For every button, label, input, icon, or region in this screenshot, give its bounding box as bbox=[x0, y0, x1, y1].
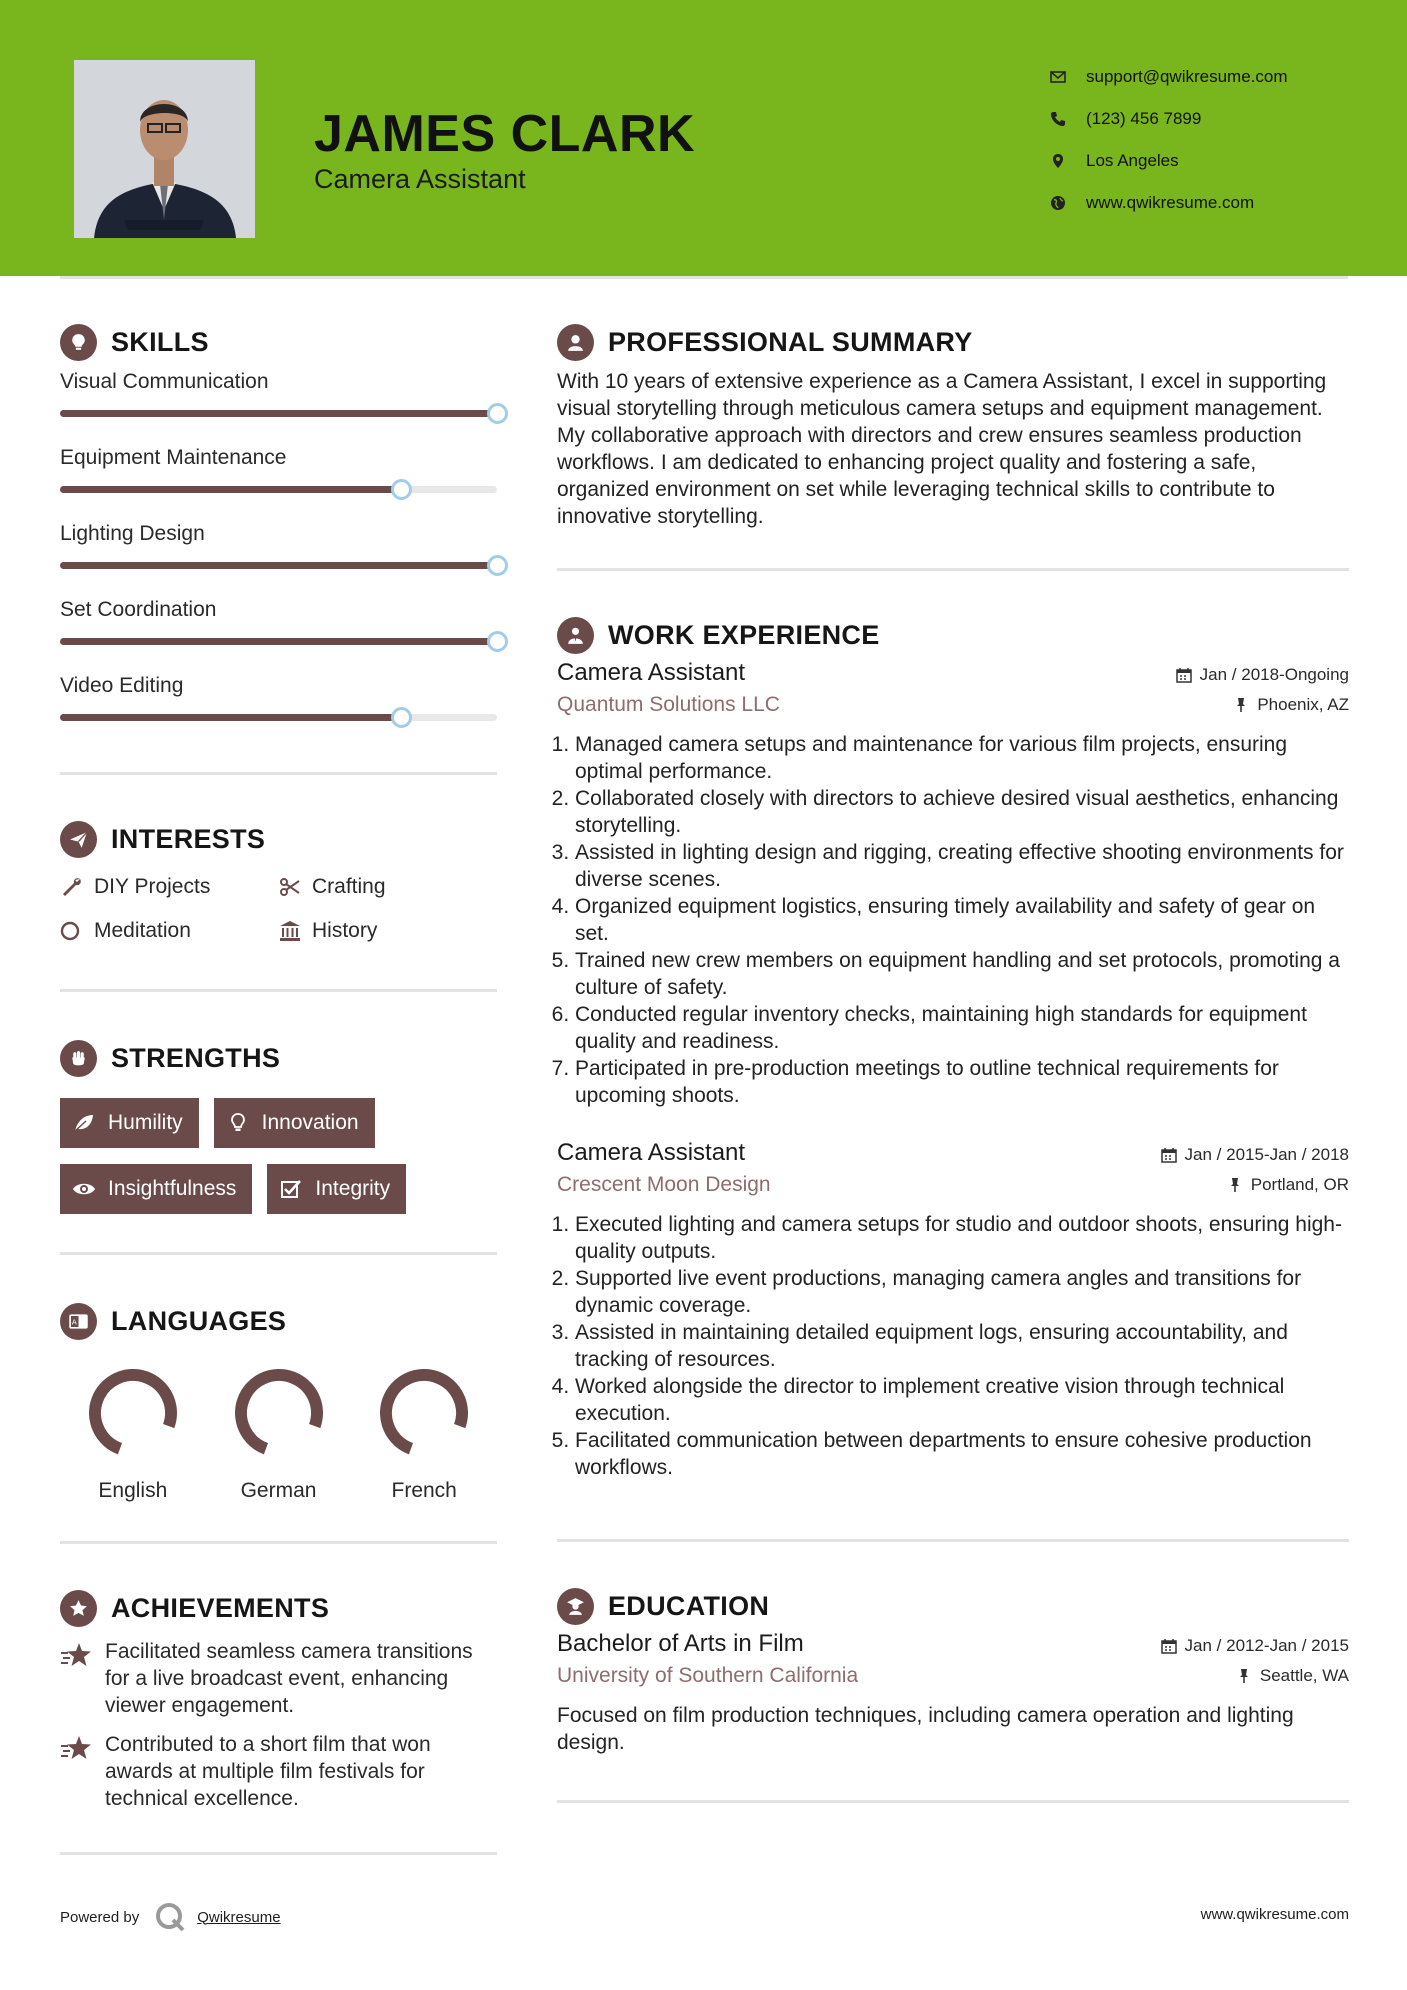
fist-icon bbox=[60, 1040, 97, 1077]
languages-heading bbox=[60, 1297, 497, 1345]
check-square-icon bbox=[279, 1177, 303, 1201]
lightbulb-icon bbox=[60, 324, 97, 361]
skill-bar bbox=[60, 714, 497, 721]
contact-email[interactable] bbox=[1050, 56, 1288, 98]
section-divider bbox=[557, 568, 1349, 571]
star-badge-icon bbox=[60, 1590, 97, 1627]
phone-icon bbox=[1050, 111, 1086, 127]
interest-label: Meditation bbox=[94, 919, 191, 942]
user-icon bbox=[557, 324, 594, 361]
skill-item bbox=[60, 670, 497, 746]
education-description: Focused on film production techniques, including camera operation and lighting design. bbox=[557, 1704, 1294, 1754]
language-label: French bbox=[391, 1479, 457, 1502]
degree-title: Bachelor of Arts in Film bbox=[557, 1630, 804, 1657]
skill-bar-knob bbox=[487, 555, 508, 576]
language-gauge bbox=[374, 1363, 474, 1463]
strength-tag bbox=[60, 1164, 252, 1214]
calendar-icon bbox=[1176, 667, 1192, 683]
strengths-list bbox=[60, 1098, 497, 1214]
star-icon bbox=[60, 1731, 105, 1812]
skill-item bbox=[60, 594, 497, 670]
duty-item: 4. Worked alongside the director to implement creative vision through technical execution. bbox=[575, 1373, 1349, 1427]
duty-item: 2. Collaborated closely with directors to achieve desired visual aesthetics, enhancing storytelling. bbox=[575, 785, 1349, 839]
skill-bar-fill bbox=[60, 486, 401, 493]
company-name: Crescent Moon Design bbox=[557, 1173, 771, 1196]
achievement-item bbox=[60, 1731, 497, 1812]
duty-item: 7. Participated in pre-production meetings to outline technical requirements for upcoming shoots. bbox=[575, 1055, 1349, 1109]
education-title: EDUCATION bbox=[608, 1590, 770, 1621]
duty-item: 4. Organized equipment logistics, ensuring timely availability and safety of gear on set. bbox=[575, 893, 1349, 947]
qwikresume-logo-icon bbox=[153, 1900, 187, 1934]
skill-bar-knob bbox=[487, 631, 508, 652]
job-duties bbox=[557, 731, 1349, 1109]
achievement-item bbox=[60, 1638, 497, 1719]
lightbulb-icon bbox=[226, 1111, 250, 1135]
duty-item: 6. Conducted regular inventory checks, maintaining high standards for equipment quality and readiness. bbox=[575, 1001, 1349, 1055]
job-entry bbox=[557, 1139, 1349, 1481]
calendar-icon bbox=[1161, 1147, 1177, 1163]
strength-label: Integrity bbox=[315, 1177, 391, 1200]
experience-title: WORK EXPERIENCE bbox=[608, 619, 880, 650]
skill-bar-knob bbox=[487, 403, 508, 424]
achievement-text: Contributed to a short film that won awards at multiple film festivals for technical excellence. bbox=[105, 1733, 431, 1810]
language-gauge-arc bbox=[386, 1375, 462, 1449]
job-location-text: Portland, OR bbox=[1250, 1175, 1349, 1194]
job-duties bbox=[557, 1211, 1349, 1481]
language-label: English bbox=[98, 1479, 168, 1502]
language-gauge-arc bbox=[241, 1375, 317, 1449]
candidate-role: Camera Assistant bbox=[314, 164, 526, 194]
duty-item: 5. Facilitated communication between departments to ensure cohesive production workflows. bbox=[575, 1427, 1349, 1481]
language-item bbox=[206, 1363, 352, 1503]
achievement-text: Facilitated seamless camera transitions for a live broadcast event, enhancing viewer engagement. bbox=[105, 1640, 473, 1717]
skill-bar bbox=[60, 638, 497, 645]
job-title: Camera Assistant bbox=[557, 1139, 746, 1166]
section-divider bbox=[60, 1252, 497, 1255]
duty-item: 1. Managed camera setups and maintenance for various film projects, ensuring optimal performance. bbox=[575, 731, 1349, 785]
pin-icon bbox=[1236, 1668, 1252, 1684]
skill-label: Set Coordination bbox=[60, 598, 217, 621]
contact-website[interactable] bbox=[1050, 182, 1288, 224]
duty-item: 5. Trained new crew members on equipment handling and set protocols, promoting a culture of safety. bbox=[575, 947, 1349, 1001]
interests-list bbox=[60, 873, 497, 945]
strengths-heading bbox=[60, 1034, 497, 1082]
star-icon bbox=[60, 1638, 105, 1719]
footer-website[interactable]: www.qwikresume.com bbox=[1200, 1906, 1349, 1923]
language-icon bbox=[60, 1303, 97, 1340]
wrench-icon bbox=[60, 875, 84, 899]
skill-bar bbox=[60, 486, 497, 493]
job-date-text: Jan / 2018-Ongoing bbox=[1199, 665, 1349, 684]
skill-bar-fill bbox=[60, 410, 497, 417]
paper-plane-icon bbox=[60, 821, 97, 858]
duty-item: 2. Supported live event productions, managing camera angles and transitions for dynamic coverage. bbox=[575, 1265, 1349, 1319]
skill-item bbox=[60, 366, 497, 442]
contact-email-text: support@qwikresume.com bbox=[1086, 67, 1288, 86]
calendar-icon bbox=[1161, 1638, 1177, 1654]
language-gauge bbox=[83, 1363, 183, 1463]
education-entry bbox=[557, 1630, 1349, 1756]
contact-location bbox=[1050, 140, 1288, 182]
interest-label: DIY Projects bbox=[94, 875, 211, 898]
candidate-name: JAMES CLARK bbox=[314, 105, 696, 163]
duty-item: 3. Assisted in maintaining detailed equipment logs, ensuring accountability, and tracking of resources. bbox=[575, 1319, 1349, 1373]
language-label: German bbox=[240, 1479, 317, 1502]
language-item bbox=[60, 1363, 206, 1503]
languages-list bbox=[60, 1363, 497, 1503]
interest-item bbox=[60, 917, 278, 945]
contact-phone-text: (123) 456 7899 bbox=[1086, 109, 1202, 128]
summary-title: PROFESSIONAL SUMMARY bbox=[608, 326, 973, 357]
interests-title: INTERESTS bbox=[111, 823, 266, 854]
skill-label: Video Editing bbox=[60, 674, 184, 697]
section-divider bbox=[557, 1539, 1349, 1542]
experience-heading bbox=[557, 611, 1349, 659]
contact-list bbox=[1050, 56, 1288, 224]
education-location bbox=[1236, 1666, 1349, 1686]
skill-bar bbox=[60, 562, 497, 569]
graduate-icon bbox=[557, 1588, 594, 1625]
strengths-title: STRENGTHS bbox=[111, 1042, 281, 1073]
footer-branding bbox=[60, 1900, 281, 1934]
scissors-icon bbox=[278, 875, 302, 899]
envelope-icon bbox=[1050, 69, 1086, 85]
company-name: Quantum Solutions LLC bbox=[557, 693, 780, 716]
achievements-title: ACHIEVEMENTS bbox=[111, 1592, 330, 1623]
header-divider bbox=[60, 276, 1348, 279]
languages-title: LANGUAGES bbox=[111, 1305, 287, 1336]
interest-label: History bbox=[312, 919, 378, 942]
left-column bbox=[60, 318, 497, 1855]
pin-icon bbox=[1233, 697, 1249, 713]
skill-bar bbox=[60, 410, 497, 417]
language-item bbox=[351, 1363, 497, 1503]
contact-location-text: Los Angeles bbox=[1086, 151, 1179, 170]
briefcase-user-icon bbox=[557, 617, 594, 654]
profile-photo bbox=[74, 60, 255, 238]
language-gauge-arc bbox=[95, 1375, 171, 1449]
skill-bar-knob bbox=[391, 479, 412, 500]
section-divider bbox=[60, 989, 497, 992]
interest-item bbox=[60, 873, 278, 901]
job-location bbox=[1233, 695, 1349, 715]
skill-label: Equipment Maintenance bbox=[60, 446, 287, 469]
skill-bar-fill bbox=[60, 562, 497, 569]
skills-list bbox=[60, 366, 497, 746]
job-location bbox=[1227, 1175, 1349, 1195]
strength-tag bbox=[267, 1164, 406, 1214]
map-pin-icon bbox=[1050, 153, 1086, 169]
education-date-text: Jan / 2012-Jan / 2015 bbox=[1184, 1636, 1349, 1655]
qwikresume-link[interactable]: Qwikresume bbox=[197, 1908, 281, 1926]
achievements-heading bbox=[60, 1584, 497, 1632]
job-entry bbox=[557, 659, 1349, 1109]
globe-icon bbox=[1050, 195, 1086, 211]
skill-bar-fill bbox=[60, 638, 497, 645]
skill-bar-knob bbox=[391, 707, 412, 728]
skill-label: Visual Communication bbox=[60, 370, 269, 393]
interest-item bbox=[278, 873, 497, 901]
skill-item bbox=[60, 518, 497, 594]
interests-heading bbox=[60, 815, 497, 863]
interest-item bbox=[278, 917, 497, 945]
strength-tag bbox=[60, 1098, 199, 1148]
education-heading bbox=[557, 1582, 1349, 1630]
section-divider bbox=[557, 1800, 1349, 1803]
contact-website-text: www.qwikresume.com bbox=[1086, 193, 1255, 212]
job-date bbox=[1176, 659, 1349, 685]
interest-label: Crafting bbox=[312, 875, 386, 898]
job-location-text: Phoenix, AZ bbox=[1257, 695, 1349, 714]
strength-label: Insightfulness bbox=[108, 1177, 237, 1200]
job-title: Camera Assistant bbox=[557, 659, 746, 686]
strength-tag bbox=[214, 1098, 375, 1148]
summary-heading bbox=[557, 318, 1349, 366]
contact-phone[interactable] bbox=[1050, 98, 1288, 140]
right-column bbox=[557, 318, 1349, 1803]
duty-item: 1. Executed lighting and camera setups for studio and outdoor shoots, ensuring high-quality outputs. bbox=[575, 1211, 1349, 1265]
section-divider bbox=[60, 1541, 497, 1544]
school-name: University of Southern California bbox=[557, 1664, 859, 1687]
svg-text:A: A bbox=[71, 1317, 77, 1327]
eye-icon bbox=[72, 1177, 96, 1201]
museum-icon bbox=[278, 919, 302, 943]
skill-bar-fill bbox=[60, 714, 401, 721]
strength-label: Innovation bbox=[261, 1111, 359, 1134]
section-divider bbox=[60, 1852, 497, 1855]
leaf-icon bbox=[72, 1111, 96, 1135]
education-location-text: Seattle, WA bbox=[1259, 1666, 1349, 1685]
skill-item bbox=[60, 442, 497, 518]
skills-heading bbox=[60, 318, 497, 366]
section-divider bbox=[60, 772, 497, 775]
pin-icon bbox=[1227, 1177, 1243, 1193]
strength-label: Humility bbox=[108, 1111, 183, 1134]
summary-text: With 10 years of extensive experience as a Camera Assistant, I excel in supporting visual storytelling through meticulous camera setups and equipment management. My collaborative approach with directors and crew ensures seamless production workflows. I am dedicated to enhancing project quality and fostering a safe, organized environment on set while leveraging technical skills to contribute to innovative storytelling. bbox=[557, 370, 1327, 528]
job-date-text: Jan / 2015-Jan / 2018 bbox=[1184, 1145, 1349, 1164]
circle-icon bbox=[60, 919, 84, 943]
powered-by-text: Powered by bbox=[60, 1908, 140, 1926]
language-gauge bbox=[229, 1363, 329, 1463]
skills-title: SKILLS bbox=[111, 326, 209, 357]
duty-item: 3. Assisted in lighting design and rigging, creating effective shooting environments for diverse scenes. bbox=[575, 839, 1349, 893]
skill-label: Lighting Design bbox=[60, 522, 205, 545]
education-date bbox=[1161, 1630, 1349, 1656]
job-date bbox=[1161, 1139, 1349, 1165]
